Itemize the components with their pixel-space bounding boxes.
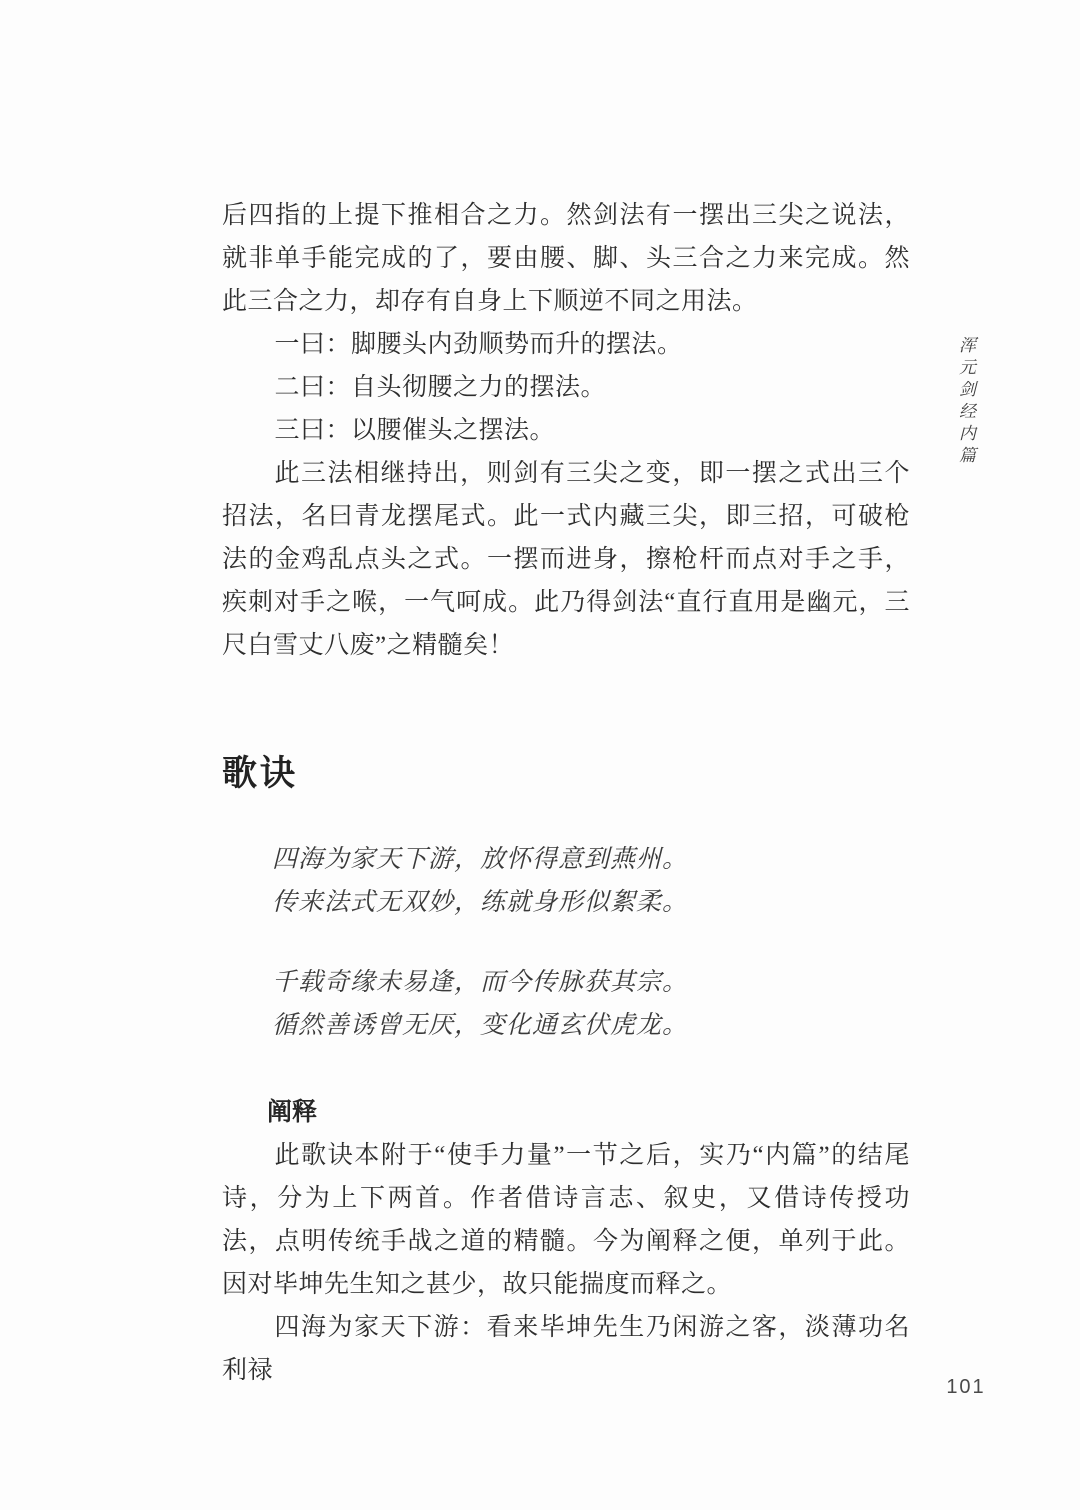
poem-line-2: 传来法式无双妙，练就身形似絮柔。 (272, 889, 689, 916)
page-number: 101 (946, 1376, 986, 1398)
song-formula-heading: 歌诀 (222, 754, 299, 793)
poem-block (272, 838, 910, 1047)
explanation-paragraph-2: 四海为家天下游：看来毕坤先生乃闲游之客，淡薄功名利禄 (222, 1314, 910, 1384)
explanation-paragraph-1: 此歌诀本附于“使手力量”一节之后，实乃“内篇”的结尾诗，分为上下两首。作者借诗言志、叙史，又借诗传授功法，点明传统手战之道的精髓。今为阐释之便，单列于此。因对毕坤先生知之甚少，故只能揣度而释之。 (222, 1142, 910, 1298)
poem-line-1: 四海为家天下游，放怀得意到燕州。 (272, 846, 689, 873)
paragraph-three-methods: 此三法相继持出，则剑有三尖之变，即一摆之式出三个招法，名曰青龙摆尾式。此一式内藏三尖，即三招，可破枪法的金鸡乱点头之式。一摆而进身，擦枪杆而点对手之手，疾刺对手之喉，一气呵成。此乃得剑法“直行直用是幽元，三尺白雪丈八废”之精髓矣！ (222, 460, 910, 659)
vertical-running-head: 浑元剑经内篇 (956, 336, 975, 468)
paragraph-continuation: 后四指的上提下推相合之力。然剑法有一摆出三尖之说法，就非单手能完成的了，要由腰、脚、头三合之力来完成。然此三合之力，却存有自身上下顺逆不同之用法。 (222, 202, 910, 315)
poem-line-3: 千载奇缘未易逢，而今传脉获其宗。 (272, 969, 689, 996)
method-list-item-2: 二曰：自头彻腰之力的摆法。 (274, 374, 607, 401)
method-list-item-3: 三曰：以腰催头之摆法。 (274, 417, 556, 444)
page-content (222, 0, 910, 1392)
method-list-item-1: 一曰：脚腰头内劲顺势而升的摆法。 (274, 331, 683, 358)
poem-line-4: 循然善诱曾无厌，变化通玄伏虎龙。 (272, 1012, 689, 1039)
explanation-heading: 阐释 (267, 1099, 318, 1126)
